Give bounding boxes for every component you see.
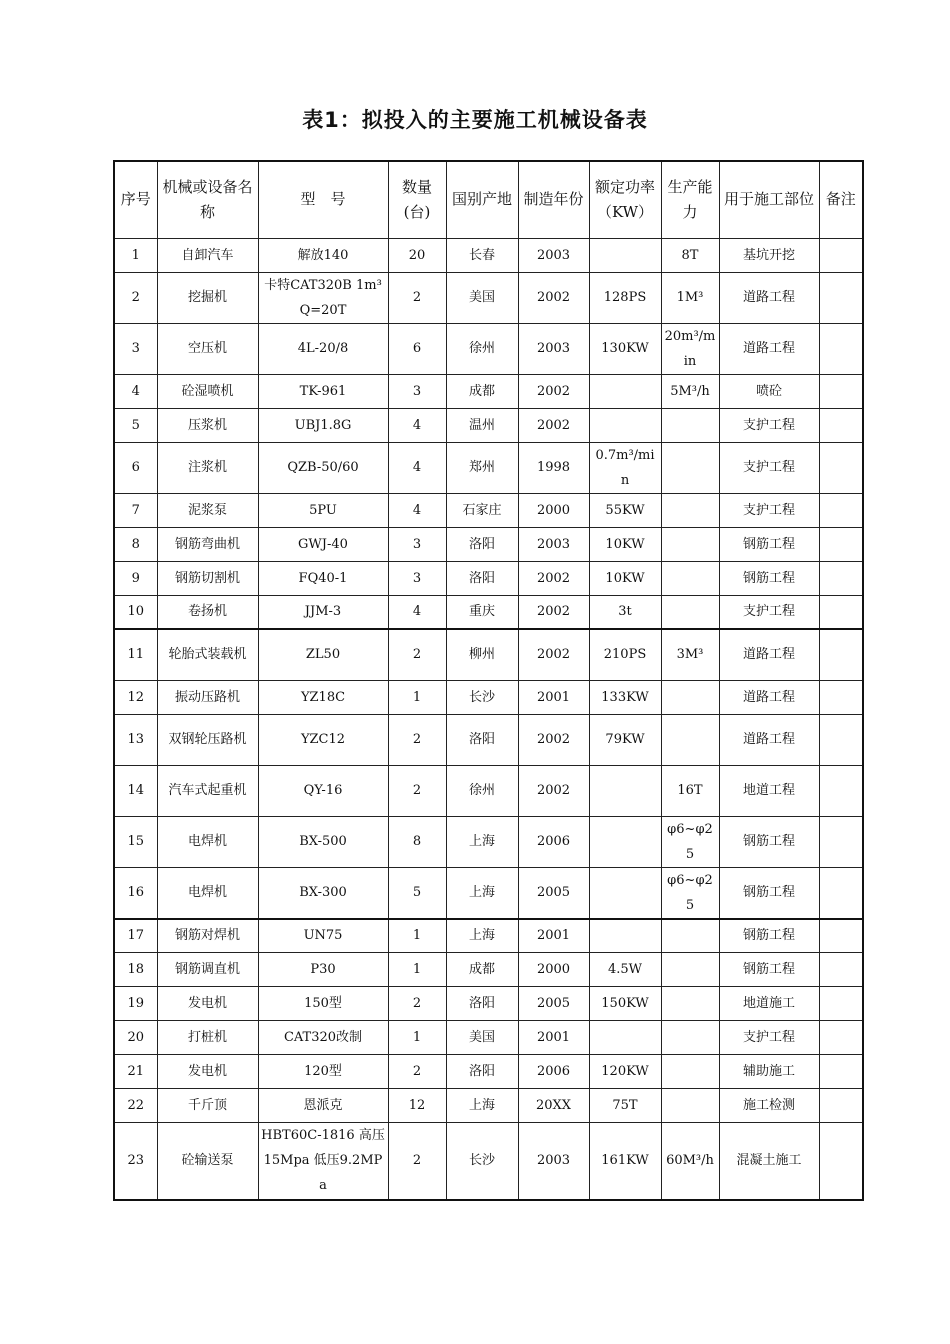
cell-qty: 4 [388, 493, 446, 527]
cell-qty: 1 [388, 1021, 446, 1055]
cell-no: 16 [114, 867, 157, 919]
cell-no: 17 [114, 919, 157, 953]
cell-name: 钢筋切割机 [157, 561, 258, 595]
cell-year: 2006 [518, 816, 589, 867]
cell-no: 13 [114, 714, 157, 765]
cell-capacity [661, 493, 719, 527]
cell-name: 振动压路机 [157, 680, 258, 714]
table-row [114, 442, 863, 493]
cell-usage: 基坑开挖 [719, 238, 819, 272]
cell-name: 注浆机 [157, 442, 258, 493]
cell-model: QZB-50/60 [258, 442, 388, 493]
cell-note [819, 714, 863, 765]
cell-year: 2002 [518, 561, 589, 595]
cell-qty: 4 [388, 408, 446, 442]
cell-no: 15 [114, 816, 157, 867]
header-row [114, 161, 863, 238]
cell-name: 钢筋调直机 [157, 953, 258, 987]
cell-power: 161KW [589, 1123, 661, 1200]
cell-model: 解放140 [258, 238, 388, 272]
cell-year: 2002 [518, 595, 589, 629]
cell-capacity [661, 919, 719, 953]
cell-power: 75T [589, 1089, 661, 1123]
cell-year: 2002 [518, 408, 589, 442]
cell-model: 5PU [258, 493, 388, 527]
cell-origin: 长沙 [446, 680, 518, 714]
cell-year: 2002 [518, 272, 589, 323]
cell-no: 9 [114, 561, 157, 595]
cell-year: 2005 [518, 867, 589, 919]
cell-name: 发电机 [157, 987, 258, 1021]
cell-usage: 支护工程 [719, 493, 819, 527]
table-row [114, 919, 863, 953]
cell-capacity: 5M³/h [661, 374, 719, 408]
cell-origin: 石家庄 [446, 493, 518, 527]
cell-power: 79KW [589, 714, 661, 765]
cell-no: 8 [114, 527, 157, 561]
column-header: 制造年份 [518, 161, 589, 238]
cell-usage: 钢筋工程 [719, 867, 819, 919]
table-row [114, 816, 863, 867]
cell-name: 轮胎式装载机 [157, 629, 258, 680]
cell-name: 千斤顶 [157, 1089, 258, 1123]
table-row [114, 595, 863, 629]
cell-note [819, 1089, 863, 1123]
cell-origin: 上海 [446, 867, 518, 919]
cell-power [589, 919, 661, 953]
cell-no: 22 [114, 1089, 157, 1123]
cell-no: 7 [114, 493, 157, 527]
cell-origin: 长沙 [446, 1123, 518, 1200]
cell-model: UN75 [258, 919, 388, 953]
cell-usage: 钢筋工程 [719, 919, 819, 953]
cell-qty: 4 [388, 442, 446, 493]
cell-no: 3 [114, 323, 157, 374]
cell-qty: 1 [388, 680, 446, 714]
column-header: 备注 [819, 161, 863, 238]
cell-note [819, 374, 863, 408]
cell-model: YZ18C [258, 680, 388, 714]
cell-year: 2006 [518, 1055, 589, 1089]
cell-name: 砼输送泵 [157, 1123, 258, 1200]
column-header: 机械或设备名称 [157, 161, 258, 238]
cell-capacity: 1M³ [661, 272, 719, 323]
cell-no: 23 [114, 1123, 157, 1200]
cell-origin: 洛阳 [446, 561, 518, 595]
cell-usage: 道路工程 [719, 680, 819, 714]
table-row [114, 1089, 863, 1123]
cell-name: 钢筋对焊机 [157, 919, 258, 953]
cell-origin: 成都 [446, 953, 518, 987]
cell-usage: 施工检测 [719, 1089, 819, 1123]
cell-capacity [661, 527, 719, 561]
cell-origin: 柳州 [446, 629, 518, 680]
equipment-table [113, 160, 864, 1201]
cell-year: 2000 [518, 493, 589, 527]
cell-note [819, 561, 863, 595]
cell-name: 压浆机 [157, 408, 258, 442]
cell-note [819, 867, 863, 919]
cell-power: 10KW [589, 527, 661, 561]
cell-usage: 喷砼 [719, 374, 819, 408]
cell-power [589, 238, 661, 272]
cell-no: 14 [114, 765, 157, 816]
cell-power: 130KW [589, 323, 661, 374]
cell-origin: 郑州 [446, 442, 518, 493]
cell-qty: 3 [388, 527, 446, 561]
cell-name: 砼湿喷机 [157, 374, 258, 408]
cell-model: P30 [258, 953, 388, 987]
cell-name: 打桩机 [157, 1021, 258, 1055]
cell-note [819, 408, 863, 442]
table-row [114, 867, 863, 919]
cell-qty: 3 [388, 561, 446, 595]
cell-capacity: φ6~φ25 [661, 867, 719, 919]
cell-year: 2002 [518, 374, 589, 408]
cell-note [819, 595, 863, 629]
cell-no: 1 [114, 238, 157, 272]
cell-usage: 道路工程 [719, 629, 819, 680]
cell-qty: 2 [388, 1055, 446, 1089]
cell-capacity [661, 1089, 719, 1123]
cell-usage: 钢筋工程 [719, 527, 819, 561]
cell-usage: 支护工程 [719, 442, 819, 493]
cell-model: JJM-3 [258, 595, 388, 629]
cell-usage: 支护工程 [719, 408, 819, 442]
cell-usage: 辅助施工 [719, 1055, 819, 1089]
cell-name: 泥浆泵 [157, 493, 258, 527]
cell-power: 150KW [589, 987, 661, 1021]
table-row [114, 408, 863, 442]
cell-power [589, 867, 661, 919]
column-header: 数量(台) [388, 161, 446, 238]
cell-capacity: φ6~φ25 [661, 816, 719, 867]
table-row [114, 238, 863, 272]
cell-no: 6 [114, 442, 157, 493]
cell-power: 55KW [589, 493, 661, 527]
cell-name: 空压机 [157, 323, 258, 374]
cell-note [819, 272, 863, 323]
cell-note [819, 816, 863, 867]
cell-year: 2003 [518, 323, 589, 374]
cell-year: 2003 [518, 1123, 589, 1200]
cell-model: 卡特CAT320B 1m³ Q=20T [258, 272, 388, 323]
table-row [114, 1123, 863, 1200]
cell-note [819, 1055, 863, 1089]
column-header: 序号 [114, 161, 157, 238]
table-row [114, 527, 863, 561]
column-header: 用于施工部位 [719, 161, 819, 238]
cell-year: 2005 [518, 987, 589, 1021]
cell-power: 4.5W [589, 953, 661, 987]
cell-power [589, 816, 661, 867]
cell-note [819, 442, 863, 493]
column-header: 国别产地 [446, 161, 518, 238]
cell-name: 电焊机 [157, 867, 258, 919]
cell-power: 120KW [589, 1055, 661, 1089]
cell-origin: 洛阳 [446, 527, 518, 561]
cell-name: 挖掘机 [157, 272, 258, 323]
cell-name: 电焊机 [157, 816, 258, 867]
cell-qty: 12 [388, 1089, 446, 1123]
cell-power [589, 408, 661, 442]
cell-note [819, 987, 863, 1021]
table-row [114, 374, 863, 408]
cell-year: 2001 [518, 680, 589, 714]
cell-name: 汽车式起重机 [157, 765, 258, 816]
cell-model: BX-300 [258, 867, 388, 919]
cell-model: HBT60C-1816 高压15Mpa 低压9.2MPa [258, 1123, 388, 1200]
cell-year: 2001 [518, 919, 589, 953]
cell-year: 2000 [518, 953, 589, 987]
cell-capacity: 16T [661, 765, 719, 816]
cell-model: 150型 [258, 987, 388, 1021]
cell-usage: 混凝土施工 [719, 1123, 819, 1200]
cell-capacity: 8T [661, 238, 719, 272]
cell-year: 2002 [518, 629, 589, 680]
cell-model: UBJ1.8G [258, 408, 388, 442]
table-row [114, 629, 863, 680]
cell-year: 2001 [518, 1021, 589, 1055]
cell-model: BX-500 [258, 816, 388, 867]
cell-origin: 徐州 [446, 765, 518, 816]
cell-note [819, 765, 863, 816]
cell-year: 2002 [518, 714, 589, 765]
table-row [114, 493, 863, 527]
cell-year: 1998 [518, 442, 589, 493]
cell-capacity [661, 953, 719, 987]
cell-origin: 洛阳 [446, 1055, 518, 1089]
cell-no: 21 [114, 1055, 157, 1089]
cell-usage: 支护工程 [719, 595, 819, 629]
cell-capacity [661, 595, 719, 629]
page-title: 表1：拟投入的主要施工机械设备表 [302, 108, 648, 132]
cell-qty: 20 [388, 238, 446, 272]
cell-model: FQ40-1 [258, 561, 388, 595]
cell-capacity [661, 987, 719, 1021]
cell-capacity: 60M³/h [661, 1123, 719, 1200]
cell-qty: 8 [388, 816, 446, 867]
cell-qty: 4 [388, 595, 446, 629]
cell-origin: 上海 [446, 919, 518, 953]
cell-origin: 上海 [446, 1089, 518, 1123]
cell-capacity [661, 714, 719, 765]
table-row [114, 1021, 863, 1055]
cell-note [819, 527, 863, 561]
cell-year: 2002 [518, 765, 589, 816]
cell-no: 10 [114, 595, 157, 629]
cell-usage: 钢筋工程 [719, 561, 819, 595]
cell-capacity: 20m³/min [661, 323, 719, 374]
cell-year: 2003 [518, 238, 589, 272]
table-row [114, 953, 863, 987]
cell-origin: 美国 [446, 272, 518, 323]
cell-model: TK-961 [258, 374, 388, 408]
cell-name: 钢筋弯曲机 [157, 527, 258, 561]
cell-name: 卷扬机 [157, 595, 258, 629]
cell-qty: 1 [388, 953, 446, 987]
table-row [114, 561, 863, 595]
cell-usage: 地道工程 [719, 765, 819, 816]
cell-no: 19 [114, 987, 157, 1021]
table-row [114, 987, 863, 1021]
cell-note [819, 680, 863, 714]
cell-origin: 上海 [446, 816, 518, 867]
cell-power: 3t [589, 595, 661, 629]
cell-qty: 1 [388, 919, 446, 953]
cell-year: 20XX [518, 1089, 589, 1123]
cell-name: 自卸汽车 [157, 238, 258, 272]
cell-note [819, 919, 863, 953]
cell-capacity [661, 408, 719, 442]
cell-note [819, 323, 863, 374]
cell-model: 4L-20/8 [258, 323, 388, 374]
table-row [114, 323, 863, 374]
cell-qty: 3 [388, 374, 446, 408]
column-header: 额定功率（KW） [589, 161, 661, 238]
cell-model: CAT320改制 [258, 1021, 388, 1055]
cell-power: 0.7m³/min [589, 442, 661, 493]
cell-capacity [661, 561, 719, 595]
cell-qty: 6 [388, 323, 446, 374]
cell-origin: 洛阳 [446, 987, 518, 1021]
cell-no: 4 [114, 374, 157, 408]
cell-origin: 美国 [446, 1021, 518, 1055]
cell-name: 发电机 [157, 1055, 258, 1089]
cell-no: 18 [114, 953, 157, 987]
cell-qty: 2 [388, 1123, 446, 1200]
cell-power [589, 765, 661, 816]
cell-note [819, 238, 863, 272]
cell-power: 10KW [589, 561, 661, 595]
cell-note [819, 493, 863, 527]
table-row [114, 765, 863, 816]
cell-usage: 钢筋工程 [719, 816, 819, 867]
cell-power: 128PS [589, 272, 661, 323]
cell-no: 12 [114, 680, 157, 714]
cell-usage: 道路工程 [719, 714, 819, 765]
cell-model: QY-16 [258, 765, 388, 816]
cell-qty: 5 [388, 867, 446, 919]
cell-usage: 道路工程 [719, 323, 819, 374]
table-row [114, 714, 863, 765]
table-row [114, 272, 863, 323]
cell-power [589, 374, 661, 408]
cell-usage: 道路工程 [719, 272, 819, 323]
cell-qty: 2 [388, 714, 446, 765]
cell-usage: 钢筋工程 [719, 953, 819, 987]
cell-capacity [661, 1021, 719, 1055]
cell-no: 5 [114, 408, 157, 442]
cell-capacity: 3M³ [661, 629, 719, 680]
cell-no: 2 [114, 272, 157, 323]
column-header: 生产能力 [661, 161, 719, 238]
cell-qty: 2 [388, 987, 446, 1021]
cell-origin: 徐州 [446, 323, 518, 374]
cell-note [819, 629, 863, 680]
cell-note [819, 953, 863, 987]
cell-name: 双钢轮压路机 [157, 714, 258, 765]
cell-usage: 地道施工 [719, 987, 819, 1021]
cell-capacity [661, 1055, 719, 1089]
cell-note [819, 1021, 863, 1055]
cell-origin: 长春 [446, 238, 518, 272]
cell-model: GWJ-40 [258, 527, 388, 561]
cell-qty: 2 [388, 629, 446, 680]
cell-capacity [661, 680, 719, 714]
cell-origin: 重庆 [446, 595, 518, 629]
cell-qty: 2 [388, 272, 446, 323]
cell-power: 133KW [589, 680, 661, 714]
column-header: 型 号 [258, 161, 388, 238]
cell-origin: 成都 [446, 374, 518, 408]
table-row [114, 1055, 863, 1089]
cell-no: 20 [114, 1021, 157, 1055]
table-row [114, 680, 863, 714]
cell-power [589, 1021, 661, 1055]
cell-usage: 支护工程 [719, 1021, 819, 1055]
cell-model: 120型 [258, 1055, 388, 1089]
cell-origin: 温州 [446, 408, 518, 442]
cell-model: ZL50 [258, 629, 388, 680]
cell-model: YZC12 [258, 714, 388, 765]
cell-year: 2003 [518, 527, 589, 561]
cell-note [819, 1123, 863, 1200]
cell-model: 恩派克 [258, 1089, 388, 1123]
cell-power: 210PS [589, 629, 661, 680]
cell-origin: 洛阳 [446, 714, 518, 765]
cell-no: 11 [114, 629, 157, 680]
cell-qty: 2 [388, 765, 446, 816]
cell-capacity [661, 442, 719, 493]
